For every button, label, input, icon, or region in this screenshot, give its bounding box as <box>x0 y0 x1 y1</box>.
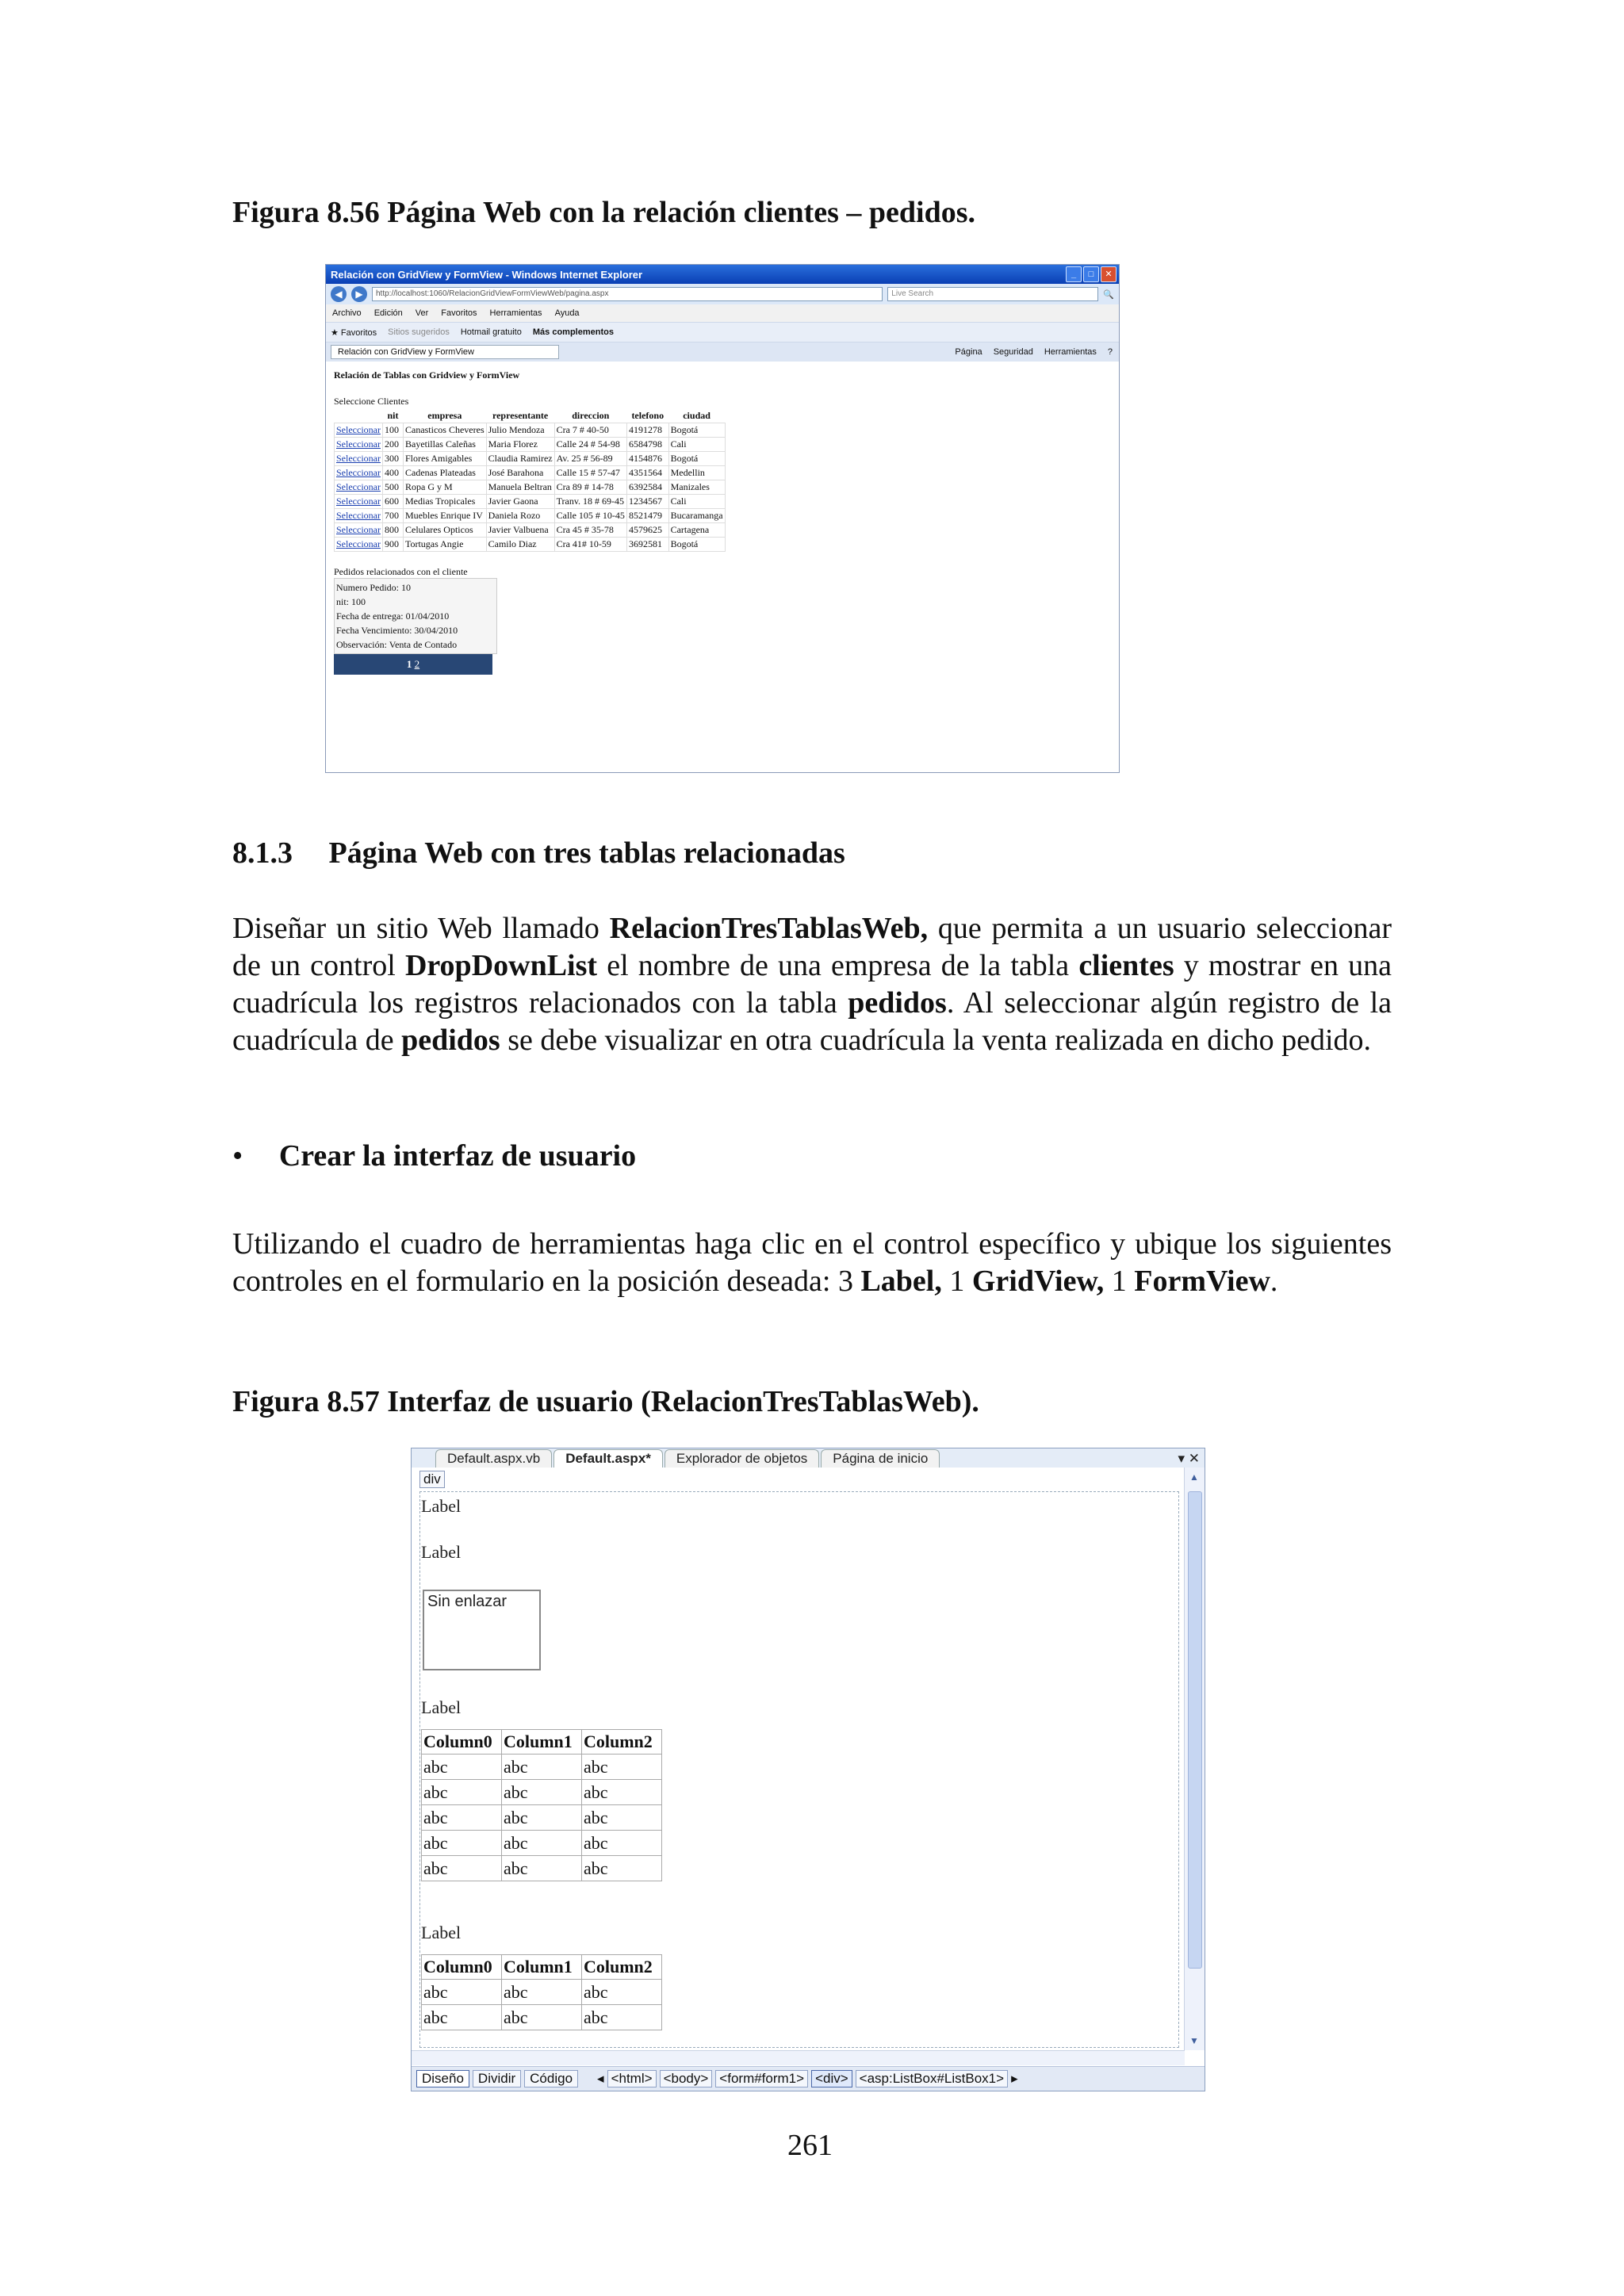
scroll-thumb[interactable] <box>1188 1491 1202 1969</box>
figure-856-caption: Figura 8.56 Página Web con la relación clientes – pedidos. <box>232 196 976 229</box>
gridview-2[interactable] <box>421 1954 662 2030</box>
grid-column-header: Column1 <box>502 1955 582 1980</box>
table-cell: abc <box>422 1856 502 1881</box>
table-cell: abc <box>582 1980 662 2005</box>
table-cell: Bogotá <box>668 423 725 438</box>
section-number: 8.1.3 <box>232 836 293 870</box>
tab-object-browser[interactable]: Explorador de objetos <box>665 1449 819 1468</box>
table-cell: 6392584 <box>626 480 668 495</box>
menu-item-archivo[interactable]: Archivo <box>332 308 362 318</box>
bold-text: GridView, <box>971 1265 1105 1298</box>
table-cell: Cali <box>668 438 725 452</box>
section-heading <box>232 836 845 871</box>
table-cell: Bayetillas Caleñas <box>403 438 486 452</box>
text: se debe visualizar en otra cuadrícula la venta realizada en dicho pedido. <box>500 1024 1372 1057</box>
suggested-sites-link[interactable]: Sitios sugeridos <box>388 327 450 337</box>
table-cell: abc <box>582 1856 662 1881</box>
table-cell: abc <box>582 1831 662 1856</box>
text: el nombre de una empresa de la tabla <box>597 949 1079 982</box>
figure-857-caption: Figura 8.57 Interfaz de usuario (RelacionTresTablasWeb). <box>232 1385 979 1418</box>
bold-text: RelacionTresTablasWeb, <box>609 912 929 945</box>
table-cell: abc <box>422 1805 502 1831</box>
table-cell: abc <box>502 1856 582 1881</box>
table-row <box>422 1805 662 1831</box>
table-row <box>422 1831 662 1856</box>
menu-item-edicion[interactable]: Edición <box>373 308 403 318</box>
table-cell: 200 <box>382 438 403 452</box>
hotmail-link[interactable]: Hotmail gratuito <box>460 327 522 337</box>
browser-tab[interactable]: Relación con GridView y FormView <box>331 345 559 359</box>
grid-header: ciudad <box>683 410 710 421</box>
table-cell: Cra 89 # 14-78 <box>554 480 626 495</box>
table-cell: Cra 7 # 40-50 <box>554 423 626 438</box>
table-cell: abc <box>422 1831 502 1856</box>
listbox-text: Sin enlazar <box>427 1593 508 1610</box>
text: 1 <box>941 1265 972 1298</box>
table-cell: abc <box>502 1831 582 1856</box>
table-cell: 6584798 <box>626 438 668 452</box>
table-cell: abc <box>422 2005 502 2030</box>
listbox[interactable] <box>423 1590 541 1670</box>
vertical-scrollbar[interactable] <box>1184 1468 1205 2050</box>
select-cell <box>335 438 383 452</box>
tab-start-page[interactable]: Página de inicio <box>821 1449 940 1468</box>
table-cell: 600 <box>382 495 403 509</box>
select-cell <box>335 495 383 509</box>
select-link[interactable]: Seleccionar <box>336 510 381 521</box>
breadcrumb-listbox[interactable]: <asp:ListBox#ListBox1> <box>856 2070 1008 2087</box>
ie-page-content <box>326 362 1119 679</box>
table-row <box>335 523 726 538</box>
form-line: Fecha de entrega: 01/04/2010 <box>336 610 450 622</box>
grid-header: telefono <box>631 410 665 421</box>
grid-header: nit <box>387 410 399 421</box>
table-row <box>335 495 726 509</box>
grid-header: empresa <box>427 410 462 421</box>
page-menu[interactable]: Página <box>955 347 982 357</box>
design-surface <box>412 1468 1185 2050</box>
table-cell: Av. 25 # 56-89 <box>554 452 626 466</box>
select-link[interactable]: Seleccionar <box>336 538 381 549</box>
table-row <box>422 1980 662 2005</box>
bullet-icon: • <box>232 1139 243 1173</box>
close-icon[interactable]: ✕ <box>1101 266 1116 282</box>
address-input[interactable]: http://localhost:1060/RelacionGridViewFormViewWeb/pagina.aspx <box>372 287 883 301</box>
table-row <box>422 2005 662 2030</box>
form-line: Fecha Vencimiento: 30/04/2010 <box>336 625 458 636</box>
more-addons-link[interactable]: Más complementos <box>532 327 614 337</box>
bold-text: pedidos <box>401 1024 500 1057</box>
table-row <box>335 452 726 466</box>
select-cell <box>335 523 383 538</box>
table-cell: abc <box>582 1780 662 1805</box>
select-link[interactable]: Seleccionar <box>336 481 381 492</box>
ie-window-title: Relación con GridView y FormView - Windows Internet Explorer <box>331 268 643 281</box>
back-icon[interactable]: ◀ <box>331 286 347 302</box>
label-2[interactable]: Label <box>421 1542 462 1562</box>
table-cell: Bogotá <box>668 538 725 552</box>
table-cell: Cartagena <box>668 523 725 538</box>
ie-favorites-bar <box>326 322 1119 342</box>
tab-default-aspx[interactable]: Default.aspx* <box>553 1449 663 1468</box>
bullet-item <box>232 1138 636 1173</box>
pager-link[interactable]: 2 <box>414 658 420 670</box>
breadcrumb-form[interactable]: <form#form1> <box>715 2070 808 2087</box>
table-cell: 800 <box>382 523 403 538</box>
search-input[interactable]: Live Search <box>887 287 1098 301</box>
tab-controls-icon[interactable]: ▾ ✕ <box>1178 1451 1200 1466</box>
section-title: Página Web con tres tablas relacionadas <box>328 836 845 870</box>
table-cell: abc <box>502 1980 582 2005</box>
breadcrumb-body[interactable]: <body> <box>660 2070 713 2087</box>
table-cell: Julio Mendoza <box>486 423 554 438</box>
document-tabs <box>412 1448 1205 1468</box>
table-row <box>422 1780 662 1805</box>
nav-right-icon[interactable]: ▸ <box>1011 2071 1018 2086</box>
scroll-up-icon[interactable]: ▲ <box>1189 1471 1199 1483</box>
table-cell: abc <box>422 1980 502 2005</box>
page-number: 261 <box>787 2129 833 2162</box>
table-cell: Manizales <box>668 480 725 495</box>
table-cell: 8521479 <box>626 509 668 523</box>
table-cell: Calle 105 # 10-45 <box>554 509 626 523</box>
table-cell: 4579625 <box>626 523 668 538</box>
table-cell: Canasticos Cheveres <box>403 423 486 438</box>
table-cell: Cali <box>668 495 725 509</box>
table-row <box>422 1755 662 1780</box>
paragraph-2 <box>232 1226 1392 1300</box>
table-cell: 900 <box>382 538 403 552</box>
table-cell: 700 <box>382 509 403 523</box>
table-cell: Celulares Opticos <box>403 523 486 538</box>
bullet-text: Crear la interfaz de usuario <box>278 1139 637 1173</box>
table-cell: Daniela Rozo <box>486 509 554 523</box>
code-view-button[interactable]: Código <box>524 2070 578 2087</box>
table-cell: abc <box>582 1755 662 1780</box>
form-line: Numero Pedido: 10 <box>336 582 411 593</box>
vs-designer-screenshot <box>411 1448 1205 2091</box>
ie-address-bar <box>326 284 1119 304</box>
table-cell: 500 <box>382 480 403 495</box>
table-cell: abc <box>502 2005 582 2030</box>
table-cell: José Barahona <box>486 466 554 480</box>
menu-item-herramientas[interactable]: Herramientas <box>489 308 542 318</box>
text: Diseñar un sitio Web llamado <box>232 912 610 945</box>
gridview-1[interactable] <box>421 1729 662 1881</box>
table-cell: Maria Florez <box>486 438 554 452</box>
menu-item-favoritos[interactable]: Favoritos <box>441 308 477 318</box>
security-menu[interactable]: Seguridad <box>993 347 1033 357</box>
select-cell <box>335 538 383 552</box>
scroll-down-icon[interactable]: ▼ <box>1189 2035 1199 2046</box>
table-cell: abc <box>502 1755 582 1780</box>
grid-header: direccion <box>572 410 610 421</box>
tools-menu[interactable]: Herramientas <box>1044 347 1097 357</box>
select-link[interactable]: Seleccionar <box>336 424 381 435</box>
bold-text: Label, <box>860 1265 942 1298</box>
formview-pager <box>334 654 492 675</box>
table-cell: abc <box>502 1780 582 1805</box>
grid-header <box>335 409 383 423</box>
table-cell: 400 <box>382 466 403 480</box>
table-cell: 100 <box>382 423 403 438</box>
ie-title-bar <box>326 265 1119 284</box>
select-link[interactable]: Seleccionar <box>336 453 381 464</box>
table-cell: abc <box>582 2005 662 2030</box>
maximize-icon[interactable]: □ <box>1083 266 1099 282</box>
label-3[interactable]: Label <box>421 1697 462 1717</box>
select-link[interactable]: Seleccionar <box>336 467 381 478</box>
horizontal-scrollbar[interactable] <box>412 2050 1185 2065</box>
design-view-button[interactable]: Diseño <box>416 2070 469 2087</box>
table-cell: Javier Valbuena <box>486 523 554 538</box>
table-row <box>335 438 726 452</box>
ie-window-screenshot <box>325 264 1120 773</box>
select-cell <box>335 509 383 523</box>
table-row <box>335 423 726 438</box>
table-cell: Medellin <box>668 466 725 480</box>
table-cell: 4191278 <box>626 423 668 438</box>
table-cell: Bogotá <box>668 452 725 466</box>
form-line: Observación: Venta de Contado <box>336 639 458 650</box>
table-cell: 4351564 <box>626 466 668 480</box>
grid-header: representante <box>492 410 549 421</box>
select-clients-label: Seleccione Clientes <box>334 396 409 407</box>
label-1[interactable]: Label <box>421 1496 462 1516</box>
grid-column-header: Column2 <box>582 1730 662 1755</box>
breadcrumb-html[interactable]: <html> <box>607 2070 657 2087</box>
text: 1 <box>1104 1265 1135 1298</box>
label-4[interactable]: Label <box>421 1923 462 1942</box>
table-cell: Manuela Beltran <box>486 480 554 495</box>
table-cell: 4154876 <box>626 452 668 466</box>
table-row <box>335 538 726 552</box>
select-cell <box>335 423 383 438</box>
select-cell <box>335 466 383 480</box>
pager-current: 1 <box>406 658 412 670</box>
orders-label: Pedidos relacionados con el cliente <box>334 566 468 577</box>
forward-icon[interactable]: ▶ <box>351 286 367 302</box>
table-cell: Javier Gaona <box>486 495 554 509</box>
table-cell: Cadenas Plateadas <box>403 466 486 480</box>
search-icon[interactable]: 🔍 <box>1103 289 1114 300</box>
table-cell: Calle 24 # 54-98 <box>554 438 626 452</box>
help-icon[interactable]: ? <box>1107 347 1113 357</box>
text: Utilizando el cuadro de herramientas haga clic en el control específico y ubique los siguientes controles en el formulario en la posición deseada: 3 <box>232 1227 1392 1298</box>
split-view-button[interactable]: Dividir <box>473 2070 521 2087</box>
menu-item-ayuda[interactable]: Ayuda <box>554 308 580 318</box>
designer-status-bar <box>412 2066 1205 2091</box>
div-tag[interactable]: div <box>419 1471 445 1488</box>
table-cell: Cra 45 # 35-78 <box>554 523 626 538</box>
breadcrumb-div[interactable]: <div> <box>811 2070 852 2087</box>
table-cell: Bucaramanga <box>668 509 725 523</box>
grid-column-header: Column2 <box>582 1955 662 1980</box>
minimize-icon[interactable]: _ <box>1066 266 1082 282</box>
ie-tab-bar <box>326 342 1119 362</box>
grid-column-header: Column0 <box>422 1955 502 1980</box>
select-cell <box>335 452 383 466</box>
table-cell: 300 <box>382 452 403 466</box>
table-cell: Tortugas Angie <box>403 538 486 552</box>
ie-menu-bar <box>326 304 1119 322</box>
bold-text: FormView <box>1134 1265 1270 1298</box>
favorites-button[interactable]: ★ Favoritos <box>331 327 377 338</box>
table-cell: Ropa G y M <box>403 480 486 495</box>
table-cell: Medias Tropicales <box>403 495 486 509</box>
text: . Al seleccionar algún registro de la cuadrícula de <box>232 986 1392 1057</box>
table-row <box>335 466 726 480</box>
bold-text: clientes <box>1078 949 1174 982</box>
tab-default-aspx-vb[interactable]: Default.aspx.vb <box>435 1449 552 1468</box>
grid-column-header: Column0 <box>422 1730 502 1755</box>
text: y mostrar en una cuadrícula los registros relacionados con la tabla <box>232 949 1392 1020</box>
table-cell: Cra 41# 10-59 <box>554 538 626 552</box>
table-cell: 1234567 <box>626 495 668 509</box>
table-cell: abc <box>422 1755 502 1780</box>
table-cell: abc <box>422 1780 502 1805</box>
table-row <box>335 480 726 495</box>
table-row <box>335 509 726 523</box>
select-link[interactable]: Seleccionar <box>336 496 381 507</box>
menu-item-ver[interactable]: Ver <box>415 308 429 318</box>
page-heading: Relación de Tablas con Gridview y FormView <box>334 369 520 381</box>
form-line: nit: 100 <box>336 596 366 607</box>
bold-text: DropDownList <box>404 949 598 982</box>
table-cell: Tranv. 18 # 69-45 <box>554 495 626 509</box>
table-cell: abc <box>502 1805 582 1831</box>
text: que permita a un usuario seleccionar de un control <box>232 912 1392 982</box>
select-cell <box>335 480 383 495</box>
bold-text: pedidos <box>848 986 947 1020</box>
table-cell: Camilo Diaz <box>486 538 554 552</box>
grid-column-header: Column1 <box>502 1730 582 1755</box>
table-cell: Claudia Ramirez <box>486 452 554 466</box>
paragraph-1 <box>232 910 1392 1059</box>
table-cell: Flores Amigables <box>403 452 486 466</box>
nav-left-icon[interactable]: ◂ <box>597 2071 604 2086</box>
clients-grid <box>334 409 726 552</box>
select-link[interactable]: Seleccionar <box>336 524 381 535</box>
table-cell: abc <box>582 1805 662 1831</box>
text: . <box>1270 1265 1278 1298</box>
table-cell: Muebles Enrique IV <box>403 509 486 523</box>
select-link[interactable]: Seleccionar <box>336 438 381 450</box>
order-formview <box>334 578 497 654</box>
table-row <box>422 1856 662 1881</box>
table-cell: Calle 15 # 57-47 <box>554 466 626 480</box>
table-cell: 3692581 <box>626 538 668 552</box>
